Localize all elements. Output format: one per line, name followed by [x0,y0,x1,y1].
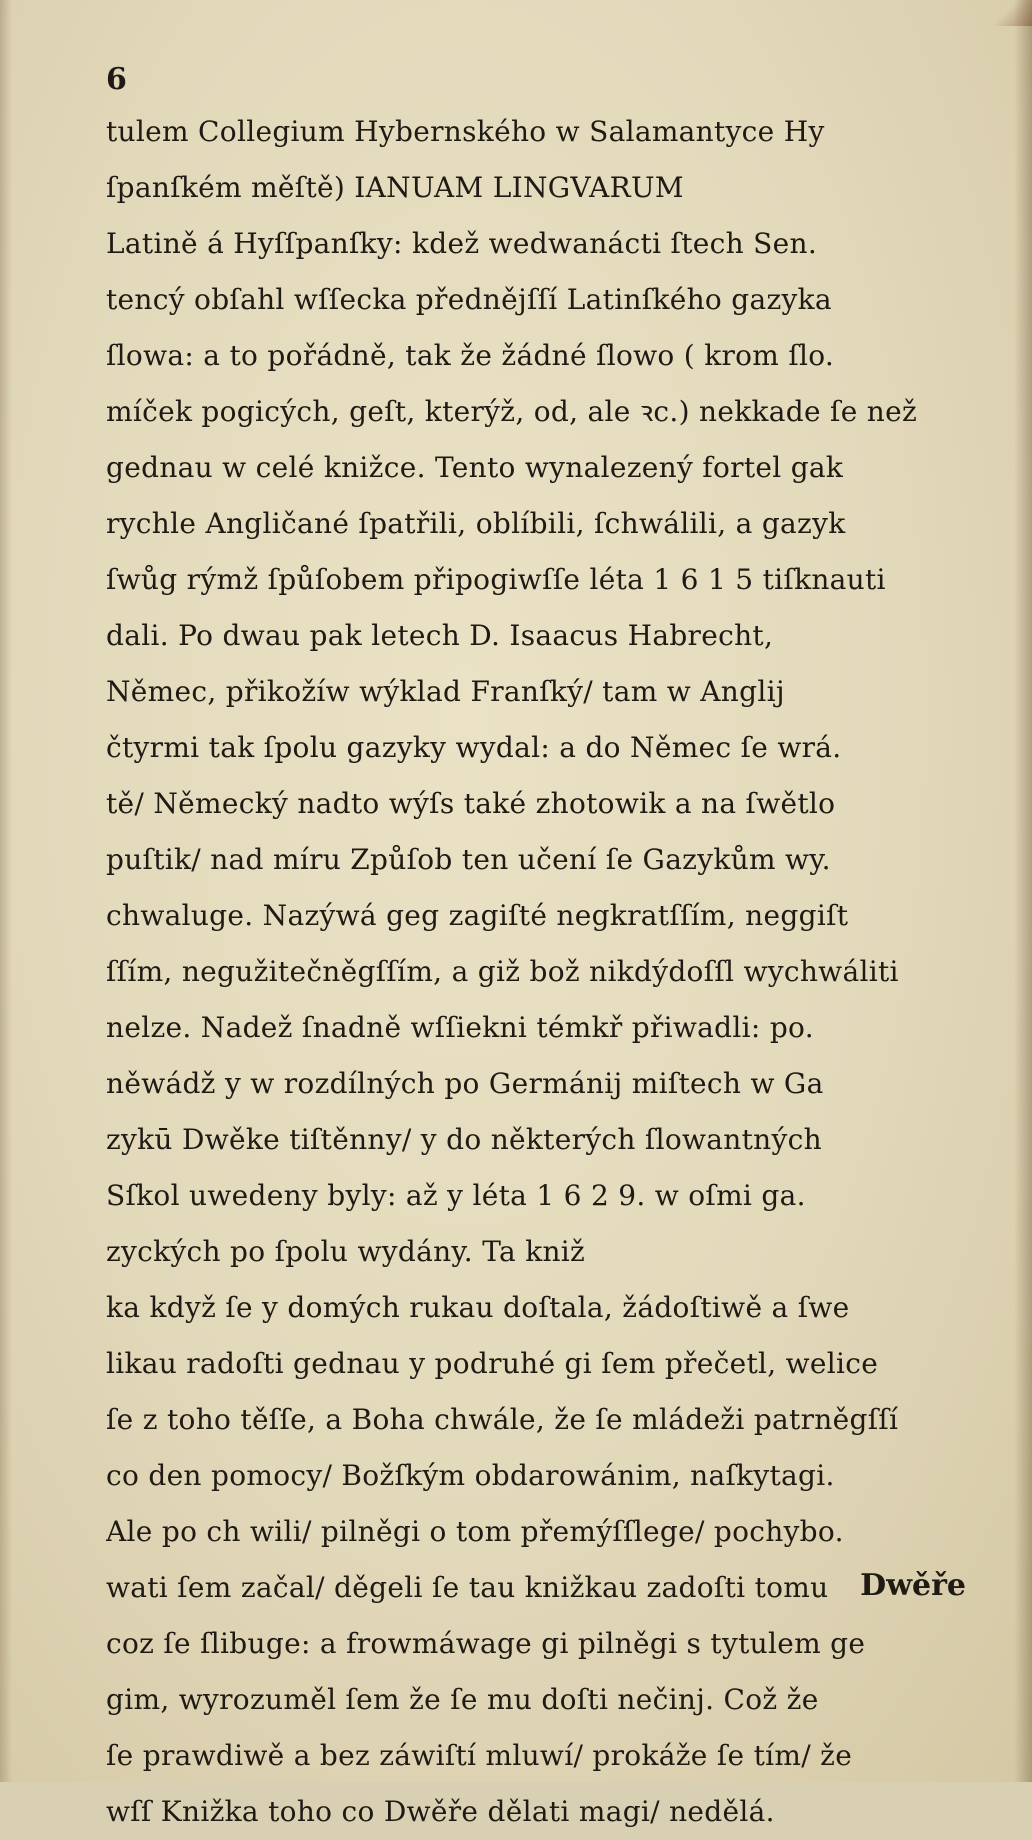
page-right-shadow [1014,0,1032,1782]
page-left-shadow [0,0,12,1782]
text-line: coz ſe ſlibuge: a frowmáwage gi pilněgi s tytulem ge [106,1627,866,1660]
text-line: ſpanſkém měſtě) IANUAM LINGVARUM [106,171,684,204]
text-line: ſlowa: a to pořádně, tak že žádné ſlowo ( krom ſlo. [106,339,835,372]
body-text [106,104,968,1840]
text-line: zyckých po ſpolu wydány. Ta kniž [106,1235,586,1268]
text-line: puſtik/ nad míru Způſob ten učení ſe Gazykům wy. [106,843,831,876]
text-line: ſſím, negužitečněgſſím, a giž bož nikdýdoſſl wychwáliti [106,955,899,988]
text-line: míček pogicých, geſt, kterýž, od, ale ꝛc.) nekkade ſe než [106,395,918,428]
text-line: Němec, přikožíw wýklad Franſký/ tam w Anglij [106,675,785,708]
text-line: ſwůg rýmž ſpůſobem připogiwſſe léta 1 6 1 5 tiſknauti [106,563,886,596]
text-line: rychle Angličané ſpatřili, oblíbili, ſchwálili, a gazyk [106,507,846,540]
text-line: ſe prawdiwě a bez záwiſtí mluwí/ prokáže ſe tím/ že [106,1739,853,1772]
text-line: Ale po ch wili/ pilněgi o tom přemýſſlege/ pochybo. [106,1515,844,1548]
page-number: 6 [106,62,127,97]
text-line: Sſkol uwedeny byly: až y léta 1 6 2 9. w oſmi ga. [106,1179,806,1212]
text-line: ka když ſe y domých rukau doſtala, žádoſtiwě a ſwe [106,1291,850,1324]
text-line: tě/ Německý nadto wýſs také zhotowik a na ſwětlo [106,787,836,820]
text-line: Latině á Hyſſpanſky: kdež wedwanácti ſtech Sen. [106,227,818,260]
text-line: nelze. Nadež ſnadně wſſiekni témkř přiwadli: po. [106,1011,814,1044]
page-corner-stain [990,0,1032,26]
text-line: tulem Collegium Hybernského w Salamantyce Hy [106,115,825,148]
text-line: tencý obſahl wſſecka přednějſſí Latinſkého gazyka [106,283,832,316]
text-line: gednau w celé knižce. Tento wynalezený fortel gak [106,451,844,484]
text-line: něwádž y w rozdílných po Germánij miſtech w Ga [106,1067,824,1100]
text-line: likau radoſti gednau y podruhé gi ſem přečetl, welice [106,1347,879,1380]
catchword: Dwěře [860,1568,966,1603]
text-line: wſſ Knižka toho co Dwěře dělati magi/ nedělá. [106,1795,775,1828]
text-line: gim, wyrozuměl ſem že ſe mu doſti nečinj. Což že [106,1683,819,1716]
text-line: čtyrmi tak ſpolu gazyky wydal: a do Němec ſe wrá. [106,731,842,764]
text-line: zykū Dwěke tiſtěnny/ y do některých ſlowantných [106,1123,822,1156]
text-line: chwaluge. Nazýwá geg zagiſté negkratſſím, neggiſt [106,899,849,932]
text-line: dali. Po dwau pak letech D. Isaacus Habrecht, [106,619,774,652]
text-line: co den pomocy/ Božſkým obdarowánim, naſkytagi. [106,1459,835,1492]
text-line: wati ſem začal/ děgeli ſe tau knižkau zadoſti tomu [106,1571,829,1604]
text-line: ſe z toho těſſe, a Boha chwále, že ſe mládeži patrněgſſí [106,1403,899,1436]
